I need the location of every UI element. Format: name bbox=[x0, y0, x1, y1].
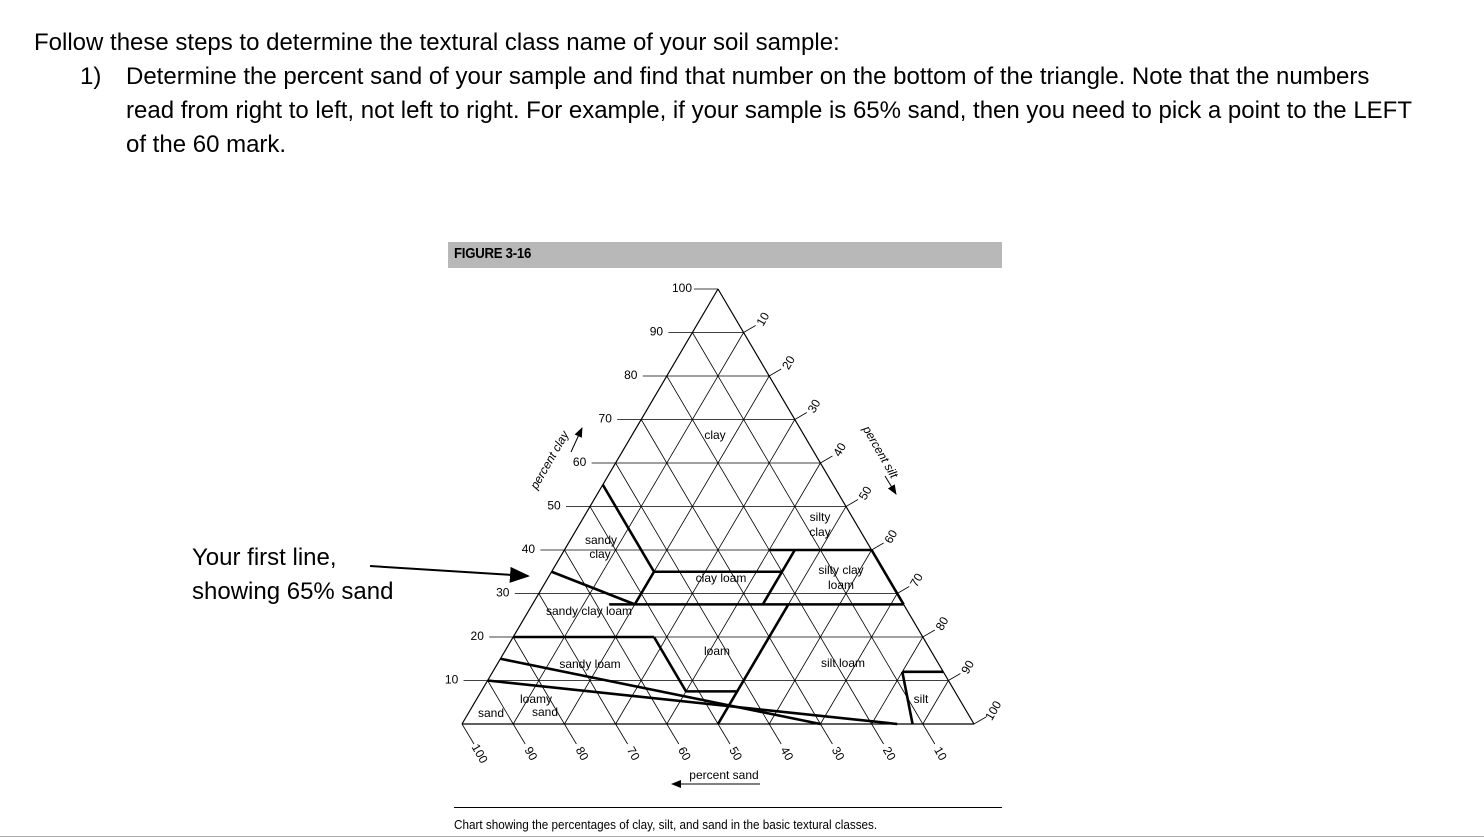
silt-tick-label: 40 bbox=[830, 440, 850, 459]
step-number: 1) bbox=[80, 63, 102, 90]
sand-tick-label: 80 bbox=[572, 744, 592, 763]
intro-text: Follow these steps to determine the textural class name of your soil sample: bbox=[34, 29, 840, 56]
silt-tick bbox=[795, 413, 807, 420]
clay-tick-label: 10 bbox=[444, 672, 459, 687]
sand-tick bbox=[513, 724, 525, 744]
sand-tick-label: 40 bbox=[777, 744, 797, 763]
sand-tick bbox=[564, 724, 576, 744]
sand-tick-label: 100 bbox=[468, 741, 491, 766]
label-silty-clay-loam-2: loam bbox=[827, 578, 855, 592]
clay-tick-label: 30 bbox=[496, 585, 510, 600]
class-boundary bbox=[654, 637, 686, 691]
axis-title-silt: percent silt bbox=[859, 423, 902, 481]
figure-caption: Chart showing the percentages of clay, silt, and sand in the basic textural classes. bbox=[454, 817, 878, 832]
clay-tick-label: 70 bbox=[598, 411, 612, 426]
sand-tick-label: 50 bbox=[726, 744, 746, 763]
sand-tick-label: 10 bbox=[931, 744, 950, 763]
sand-tick bbox=[923, 724, 935, 744]
silt-tick-label: 70 bbox=[907, 570, 926, 590]
silt-tick bbox=[744, 326, 756, 333]
label-sand: sand bbox=[477, 706, 505, 720]
callout-line-2: showing 65% sand bbox=[192, 578, 394, 605]
label-loamy-sand-1: loamy bbox=[519, 692, 553, 706]
page-bottom-rule bbox=[0, 836, 1484, 837]
class-boundary bbox=[902, 672, 912, 724]
class-boundary bbox=[763, 572, 782, 605]
caption-rule bbox=[454, 807, 1002, 808]
triangle-grid bbox=[488, 333, 949, 725]
silt-tick-label: 80 bbox=[932, 614, 952, 633]
silt-tick-label: 50 bbox=[855, 483, 875, 503]
label-sandy-clay-loam: sandy clay loam bbox=[545, 604, 633, 618]
sand-tick-label: 60 bbox=[675, 744, 694, 763]
label-silty-clay-1: silty bbox=[809, 510, 831, 524]
label-sandy-clay-1: sandy bbox=[584, 533, 618, 547]
sand-tick bbox=[667, 724, 679, 744]
sand-tick-label: 70 bbox=[623, 744, 643, 763]
sand-tick bbox=[616, 724, 628, 744]
sand-tick bbox=[820, 724, 832, 744]
silt-tick bbox=[820, 456, 832, 463]
silt-tick-label: 100 bbox=[982, 698, 1005, 723]
label-clay-loam: clay loam bbox=[695, 571, 747, 585]
label-loam: loam bbox=[703, 644, 731, 658]
sand-tick bbox=[769, 724, 781, 744]
class-boundary bbox=[782, 550, 795, 572]
clay-tick-label: 100 bbox=[671, 281, 693, 296]
clay-axis-arrow bbox=[571, 428, 582, 452]
sand-tick bbox=[462, 724, 474, 744]
silt-tick-label: 20 bbox=[779, 353, 798, 372]
silt-tick bbox=[923, 630, 935, 637]
sand-tick bbox=[718, 724, 730, 744]
label-silt: silt bbox=[913, 692, 929, 706]
sand-tick-label: 30 bbox=[828, 744, 848, 763]
clay-tick-label: 90 bbox=[649, 324, 664, 339]
axis-title-clay: percent clay bbox=[527, 428, 572, 492]
label-silt-loam: silt loam bbox=[820, 656, 866, 670]
step-text: Determine the percent sand of your sample and find that number on the bottom of the triangle. Note that the numbers read from right to left, not left to right. For example, if your sample is 65% sand, then you need to pick a point to the LEFT of the 60 mark. bbox=[126, 63, 1412, 158]
silt-tick-label: 60 bbox=[881, 527, 901, 546]
clay-tick-label: 20 bbox=[470, 629, 484, 644]
label-silty-clay-2: clay bbox=[809, 525, 831, 539]
clay-tick-label: 40 bbox=[521, 542, 536, 557]
class-boundary bbox=[872, 550, 904, 604]
clay-tick-label: 50 bbox=[547, 498, 561, 513]
figure-label: FIGURE 3-16 bbox=[454, 245, 532, 262]
callout-arrow bbox=[370, 566, 528, 576]
label-clay: clay bbox=[704, 428, 726, 442]
silt-tick bbox=[974, 717, 986, 724]
axis-title-sand: percent sand bbox=[689, 768, 759, 782]
clay-tick-label: 80 bbox=[624, 368, 638, 383]
silt-tick-label: 30 bbox=[804, 396, 824, 416]
clay-tick-label: 60 bbox=[572, 455, 587, 470]
sand-tick bbox=[872, 724, 884, 744]
label-sandy-loam: sandy loam bbox=[559, 657, 621, 671]
silt-tick bbox=[948, 674, 960, 681]
callout-line-1: Your first line, bbox=[192, 544, 337, 571]
silt-tick-label: 10 bbox=[753, 309, 773, 329]
silt-tick-label: 90 bbox=[958, 657, 978, 677]
silt-tick bbox=[897, 587, 909, 594]
silt-tick bbox=[846, 500, 858, 507]
label-silty-clay-loam-1: silty clay bbox=[818, 563, 864, 577]
silt-tick bbox=[769, 369, 781, 376]
label-sandy-clay-2: clay bbox=[589, 547, 611, 561]
label-loamy-sand-2: sand bbox=[531, 705, 559, 719]
sand-tick-label: 90 bbox=[521, 744, 541, 763]
sand-tick-label: 20 bbox=[879, 744, 899, 763]
silt-tick bbox=[872, 543, 884, 550]
